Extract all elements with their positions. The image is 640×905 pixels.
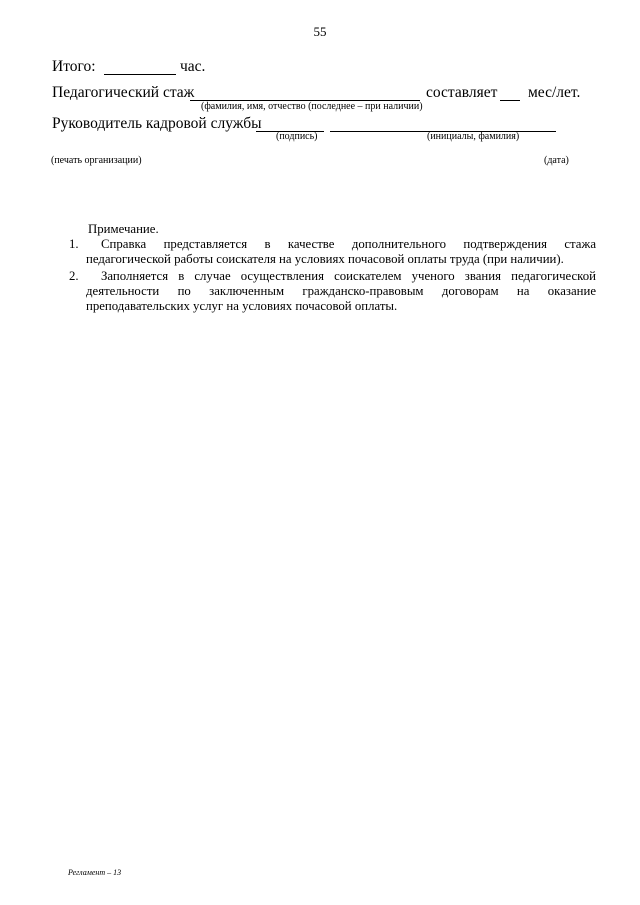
note-item-2-number: 2. xyxy=(69,269,79,283)
note-item-1-line-1: Справка представляется в качестве дополнительного подтверждения стажа xyxy=(101,237,596,251)
note-item-2-line-1: Заполняется в случае осуществления соискателем ученого звания педагогической xyxy=(101,269,596,283)
experience-amount-blank xyxy=(500,100,520,101)
date-caption: (дата) xyxy=(544,155,569,166)
note-title: Примечание. xyxy=(88,222,159,236)
total-label: Итого: xyxy=(52,58,96,75)
head-label: Руководитель кадровой службы xyxy=(52,115,262,132)
total-hours-blank xyxy=(104,74,176,75)
stamp-caption: (печать организации) xyxy=(51,155,142,166)
fullname-caption: (фамилия, имя, отчество (последнее – при наличии) xyxy=(201,101,423,112)
experience-unit: мес/лет. xyxy=(528,84,581,101)
footer-regulation: Регламент – 13 xyxy=(68,868,122,877)
total-unit: час. xyxy=(180,58,206,75)
experience-label: Педагогический стаж xyxy=(52,84,195,101)
initials-caption: (инициалы, фамилия) xyxy=(427,131,520,142)
page-number: 55 xyxy=(313,24,327,39)
note-item-1-line-2: педагогической работы соискателя на условиях почасовой оплаты труда (при наличии). xyxy=(86,252,564,266)
note-item-2-line-2: деятельности по заключенным гражданско-правовым договорам на оказание xyxy=(86,284,596,298)
note-item-1-number: 1. xyxy=(69,237,79,251)
experience-amount-label: составляет xyxy=(426,84,498,101)
signature-caption: (подпись) xyxy=(276,131,318,142)
note-item-2-line-3: преподавательских услуг на условиях почасовой оплаты. xyxy=(86,299,398,313)
